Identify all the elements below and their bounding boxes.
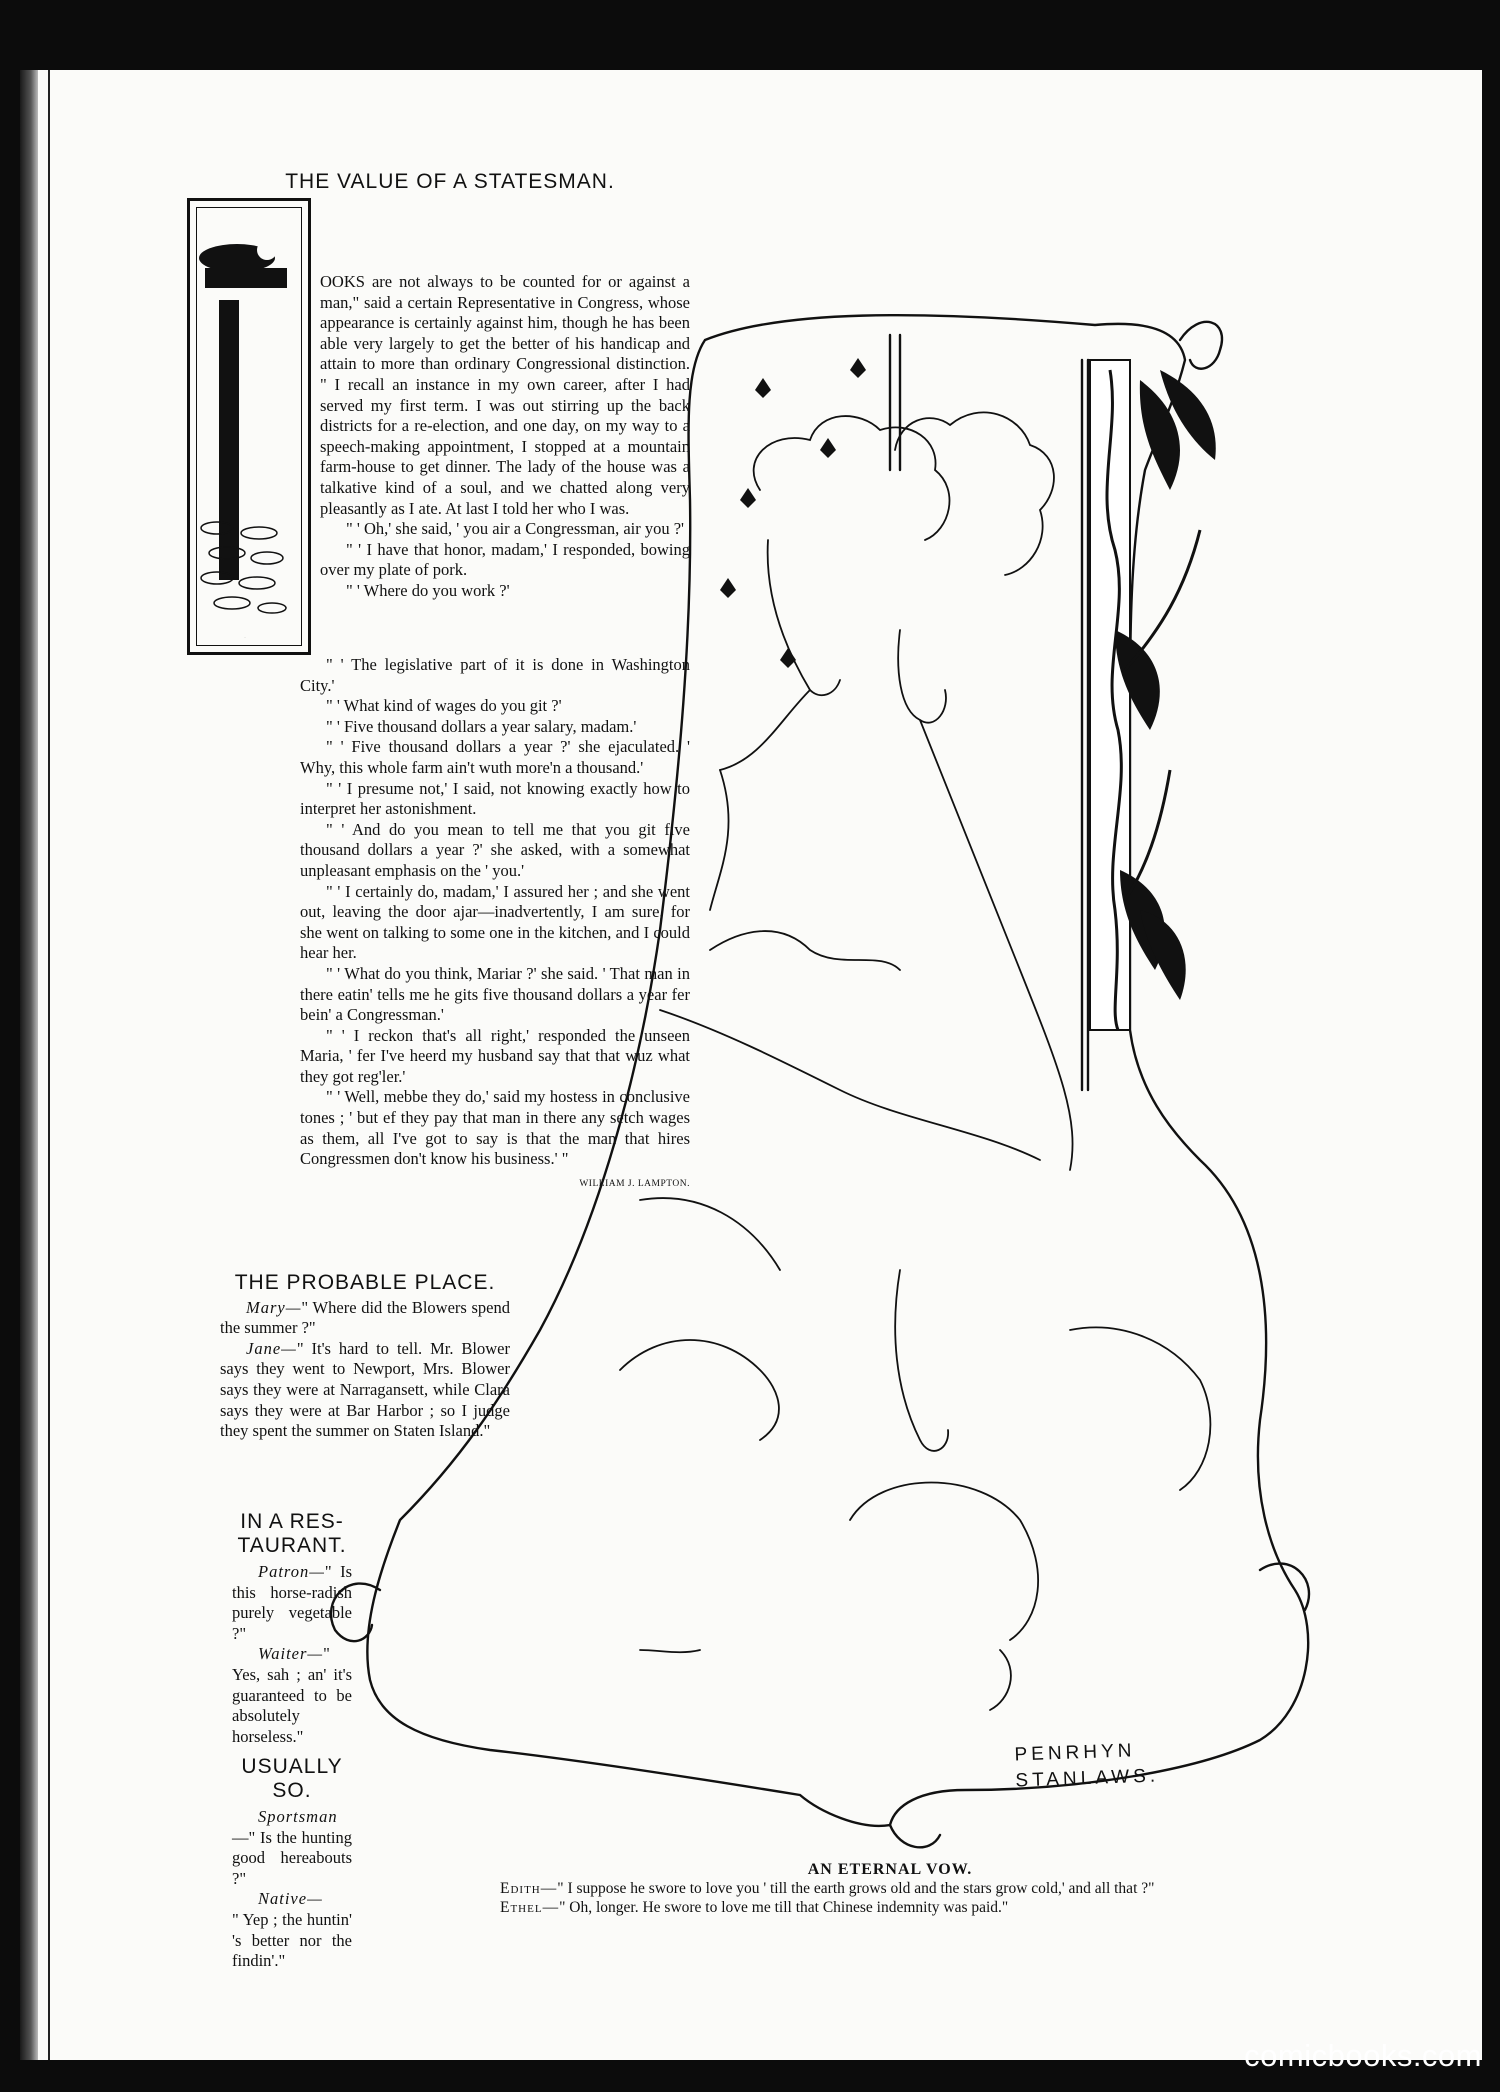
dialogue-line: " Yes, sah ; an' it's guaranteed to be absolutely horseless." (232, 1644, 352, 1746)
caption-title: AN ETERNAL VOW. (807, 1861, 973, 1878)
speaker-label: Edith— (500, 1880, 558, 1897)
dialogue-line: " Is this horse-radish purely vegetable ?" (232, 1562, 352, 1643)
iris-panel (1090, 360, 1216, 1030)
restaurant-title-line1: IN A RES- (240, 1510, 344, 1533)
dialogue-line: " Where did the Blowers spend the summer ?" (220, 1297, 510, 1338)
illustration-caption (500, 1860, 1280, 1917)
speaker-label: Waiter— (258, 1644, 324, 1664)
dialogue-line: " It's hard to tell. Mr. Blower says they went to Newport, Mrs. Blower says they were at Narragansett, while Clara says they were at Bar Harbor ; so I judge they spent the summer on Staten Island." (220, 1338, 510, 1441)
usually-title-line2: SO. (272, 1779, 312, 1802)
caption-line: " I suppose he swore to love you ' till the earth grows old and the stars grow cold,' and all that ?" (557, 1880, 1155, 1897)
statesman-body (320, 272, 690, 602)
statesman-para: " ' I have that honor, madam,' I responded, bowing over my plate of pork. (320, 539, 690, 580)
restaurant-joke (232, 1510, 352, 1747)
speaker-label: Mary— (246, 1297, 302, 1317)
artist-signature-line1: PENRHYN (1014, 1740, 1136, 1766)
fleur-pattern (720, 358, 866, 668)
speaker-label: Sportsman (258, 1807, 338, 1826)
dialogue-line: —" Is the hunting good hereabouts ?" (232, 1827, 352, 1888)
statesman-para: " ' I presume not,' I said, not knowing exactly how to interpret her astonishment. (300, 778, 690, 819)
usually-title-line1: USUALLY (241, 1755, 343, 1778)
statesman-para: " ' What kind of wages do you git ?' (326, 696, 562, 716)
caption-line: " Oh, longer. He swore to love me till that Chinese indemnity was paid." (559, 1899, 1009, 1916)
dialogue-line: " Yep ; the huntin' 's better nor the findin'." (232, 1909, 352, 1971)
drop-cap-letter: B (244, 638, 246, 639)
statesman-para: " ' The legislative part of it is done in Washington City.' (300, 655, 690, 695)
statesman-para: " ' Where do you work ?' (346, 580, 510, 600)
speaker-label: Ethel— (500, 1899, 560, 1916)
statesman-para: " ' What do you think, Mariar ?' she said. ' That man in there eatin' tells me he gits five thousand dollars a year fer bein' a Congressman.' (300, 963, 690, 1025)
magazine-page (20, 70, 1482, 2060)
probable-place (220, 1273, 510, 1442)
drop-cap-box (187, 198, 311, 655)
probable-title: THE PROBABLE PLACE. (234, 1271, 496, 1294)
statesman-para: " ' Five thousand dollars a year ?' she ejaculated. ' Why, this whole farm ain't wuth more'n a thousand.' (300, 737, 690, 777)
site-watermark: comicbooks.com (1244, 2038, 1482, 2073)
statesman-para: " ' I certainly do, madam,' I assured her ; and she went out, leaving the door ajar—inadvertently, I am sure, for she went on talking to some one in the kitchen, and I could hear her. (300, 881, 690, 963)
statesman-title: THE VALUE OF A STATESMAN. (285, 170, 615, 193)
artist-signature (1014, 1738, 1159, 1795)
statesman-intro: OOKS are not always to be counted for or against a man," said a certain Representative in Congress, whose appearance is certainly against him, though he has been able very largely to get the better of his handicap and attain to more than ordinary Congressional distinction. " I recall an instance in my own career, after I had served my first term. I was out stirring up the back districts for a re-election, and one day, on my way to a speech-making appointment, I stopped at a mountain farm-house to get dinner. The lady of the house was a talkative kind of a soul, and we chatted along very pleasantly as I ate. At last I told her who I was. (320, 272, 690, 518)
artist-signature-line2: STANLAWS. (1015, 1765, 1160, 1792)
drop-cap-art (187, 198, 305, 649)
statesman-para: " ' Five thousand dollars a year salary, madam.' (326, 716, 637, 736)
statesman-para: " ' And do you mean to tell me that you git five thousand dollars a year ?' she asked, with a somewhat unpleasant emphasis on the ' you.' (300, 819, 690, 880)
statesman-para: " ' I reckon that's all right,' responded the unseen Maria, ' fer I've heerd my husband say that that wuz what they got reg'ler.' (300, 1025, 690, 1086)
statesman-para: " ' Oh,' she said, ' you air a Congressman, air you ?' (346, 519, 685, 539)
statesman-continued (300, 655, 690, 1194)
usually-title (232, 1755, 352, 1803)
speaker-label: Jane— (246, 1338, 297, 1358)
speaker-label: Native— (258, 1889, 323, 1909)
speaker-label: Patron— (258, 1562, 325, 1581)
usually-so-joke (232, 1755, 352, 1972)
statesman-para: " ' Well, mebbe they do,' said my hostess in conclusive tones ; ' but ef they pay that man in there any setch wages as them, all I've got to say is that the man that hires Congressmen don't know his business.' " (300, 1087, 690, 1169)
restaurant-title-line2: TAURANT. (237, 1534, 347, 1557)
statesman-signature: WILLIAM J. LAMPTON. (579, 1178, 690, 1189)
restaurant-title (232, 1510, 352, 1558)
